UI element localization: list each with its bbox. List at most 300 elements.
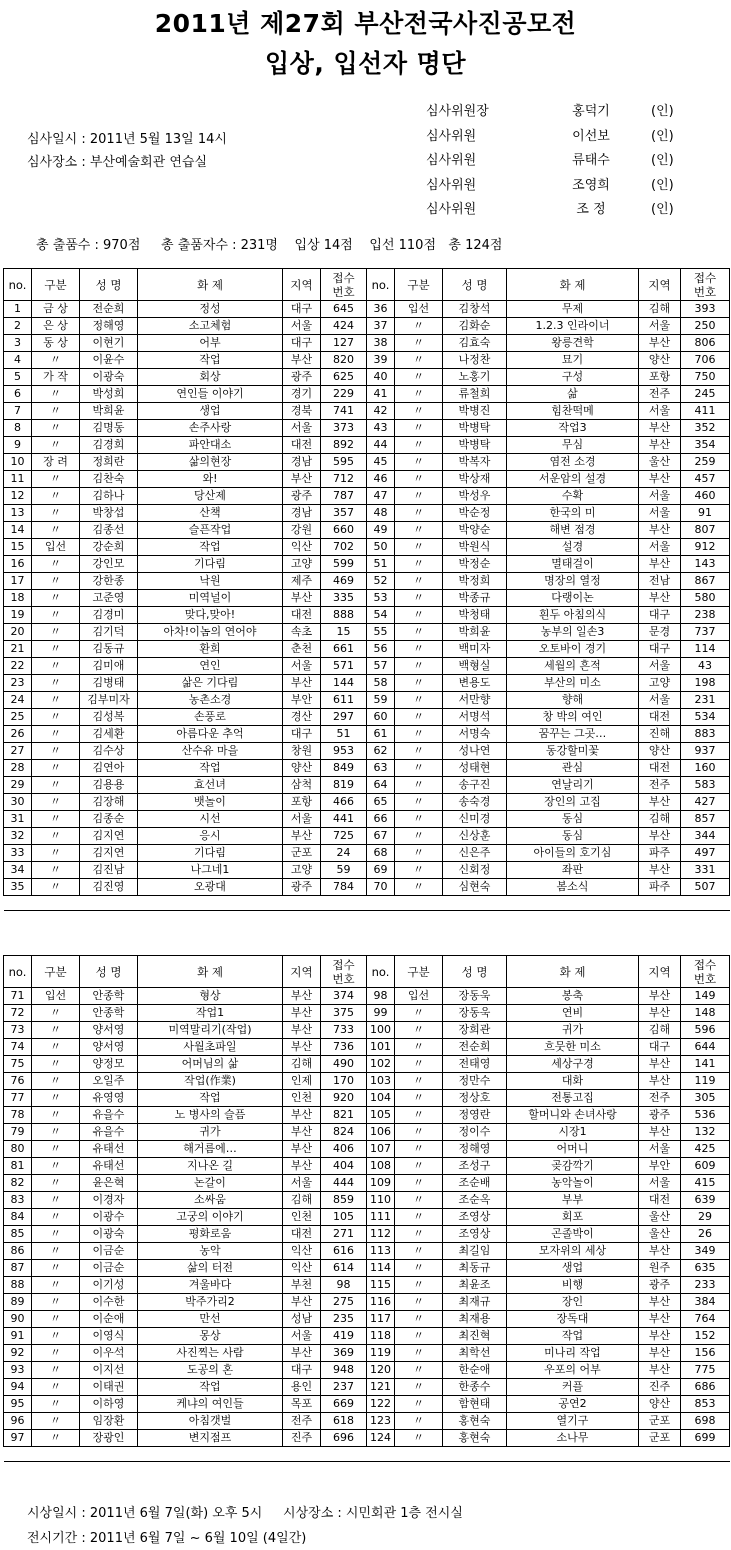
entry-category: 〃 [395,1430,443,1447]
entry-category: 〃 [395,607,443,624]
header-registration-number [321,269,367,301]
spacer-cell [321,896,367,911]
entrant-name: 백미자 [443,641,507,658]
entrant-region: 울산 [639,1209,681,1226]
entry-category: 〃 [32,437,80,454]
entry-category: 〃 [395,675,443,692]
entry-category: 〃 [32,828,80,845]
entry-no: 58 [367,675,395,692]
entry-no: 62 [367,743,395,760]
entrant-name: 이영식 [80,1328,138,1345]
work-title: 삶 [507,386,639,403]
entry-category: 〃 [395,862,443,879]
entrant-name: 김진남 [80,862,138,879]
registration-number: 635 [681,1260,730,1277]
entry-no: 120 [367,1362,395,1379]
entrant-name: 서명숙 [443,726,507,743]
entry-category: 〃 [395,794,443,811]
header-reg-bottom: 번호 [693,971,717,986]
registration-number: 148 [681,1005,730,1022]
entry-category: 〃 [32,743,80,760]
entry-category: 〃 [395,1413,443,1430]
entrant-name: 홍현숙 [443,1430,507,1447]
entry-no: 93 [4,1362,32,1379]
table-row [4,556,730,573]
entry-no: 92 [4,1345,32,1362]
entry-no: 5 [4,369,32,386]
registration-number: 344 [681,828,730,845]
entry-category: 〃 [32,1277,80,1294]
entry-category: 〃 [32,1073,80,1090]
work-title: 노 병사의 슬픔 [138,1107,283,1124]
work-title: 무심 [507,437,639,454]
entrant-name: 장희관 [443,1022,507,1039]
entrant-region: 대구 [639,641,681,658]
entrant-region: 부산 [639,1294,681,1311]
table-header-row [4,956,730,988]
entrant-region: 경북 [283,403,321,420]
spacer-cell [681,896,730,911]
work-title: 우포의 어부 [507,1362,639,1379]
work-title: 겨울바다 [138,1277,283,1294]
entry-category: 〃 [32,1243,80,1260]
table-row [4,624,730,641]
entrant-region: 양산 [639,743,681,760]
registration-number: 441 [321,811,367,828]
registration-number: 616 [321,1243,367,1260]
entry-category: 〃 [395,1396,443,1413]
table-row [4,1022,730,1039]
entrant-name: 김화순 [443,318,507,335]
entrant-region: 부산 [283,352,321,369]
entrant-region: 부산 [639,988,681,1005]
entry-no: 69 [367,862,395,879]
entry-no: 84 [4,1209,32,1226]
entrant-name: 김병태 [80,675,138,692]
entrant-name: 김효숙 [443,335,507,352]
page-title: 2011년 제27회 부산전국사진공모전 [154,9,577,38]
table-row [4,862,730,879]
spacer-cell [681,1447,730,1462]
entrant-region: 김해 [283,1056,321,1073]
header-reg-top: 접수 [332,957,355,972]
entrant-name: 김경미 [80,607,138,624]
entrant-name: 양정모 [80,1056,138,1073]
entrant-region: 광주 [639,1107,681,1124]
entrant-region: 속초 [283,624,321,641]
header-registration-number [681,956,730,988]
registration-number: 625 [321,369,367,386]
entrant-name: 이금순 [80,1260,138,1277]
entrant-region: 서울 [283,1328,321,1345]
table-row [4,794,730,811]
entry-no: 13 [4,505,32,522]
header-region: 지역 [639,956,681,988]
entrant-region: 군포 [639,1430,681,1447]
header-title: 화 제 [507,269,639,301]
entrant-region: 용인 [283,1379,321,1396]
entrant-name: 신미경 [443,811,507,828]
entry-category: 〃 [395,488,443,505]
registration-number: 609 [681,1158,730,1175]
registration-number: 912 [681,539,730,556]
entry-category: 〃 [32,420,80,437]
entrant-region: 서울 [639,1175,681,1192]
entry-category: 〃 [32,522,80,539]
header-reg-top: 접수 [332,270,355,285]
entry-no: 17 [4,573,32,590]
entry-no: 68 [367,845,395,862]
review-place: 심사장소 : 부산예술회관 연습실 [27,155,208,170]
entrant-name: 김경희 [80,437,138,454]
registration-number: 614 [321,1260,367,1277]
registration-number: 583 [681,777,730,794]
entrant-region: 춘천 [283,641,321,658]
entrant-region: 군포 [283,845,321,862]
entrant-name: 김지연 [80,845,138,862]
registration-number: 331 [681,862,730,879]
work-title: 동심 [507,811,639,828]
judge-seal: (인) [651,104,674,119]
entrant-region: 전주 [639,386,681,403]
entrant-name: 신상훈 [443,828,507,845]
entrant-name: 신회정 [443,862,507,879]
table-row [4,1141,730,1158]
registration-number: 415 [681,1175,730,1192]
entry-no: 67 [367,828,395,845]
registration-number: 824 [321,1124,367,1141]
work-title: 기다림 [138,845,283,862]
judge-name: 조 정 [576,202,606,218]
entry-no: 24 [4,692,32,709]
entry-category: 〃 [395,658,443,675]
registration-number: 305 [681,1090,730,1107]
work-title: 관심 [507,760,639,777]
entrant-region: 울산 [639,1226,681,1243]
work-title: 곤졸박이 [507,1226,639,1243]
entrant-name: 정영란 [443,1107,507,1124]
entry-no: 9 [4,437,32,454]
work-title: 세월의 흔적 [507,658,639,675]
entrant-region: 양산 [283,760,321,777]
registration-number: 466 [321,794,367,811]
entrant-name: 이광수 [80,1209,138,1226]
judge-seal: (인) [651,153,674,169]
work-title: 해변 점경 [507,522,639,539]
header-registration-number [321,956,367,988]
work-title: 오토바이 경기 [507,641,639,658]
entrant-region: 부산 [283,1005,321,1022]
header-name: 성 명 [80,956,138,988]
entrant-name: 서만향 [443,692,507,709]
registration-number: 51 [321,726,367,743]
judge-role: 심사위원 [426,153,477,169]
registration-number: 425 [681,1141,730,1158]
header-region: 지역 [283,956,321,988]
registration-number: 152 [681,1328,730,1345]
entrant-region: 파주 [639,879,681,896]
entry-no: 7 [4,403,32,420]
work-title: 농촌소경 [138,692,283,709]
registration-number: 384 [681,1294,730,1311]
work-title: 작업 [138,1090,283,1107]
entry-no: 105 [367,1107,395,1124]
table-row [4,709,730,726]
entrant-name: 서명석 [443,709,507,726]
entry-category: 가 작 [32,369,80,386]
entry-no: 118 [367,1328,395,1345]
entry-category: 〃 [395,556,443,573]
registration-number: 352 [681,420,730,437]
header-category: 구분 [32,269,80,301]
entrant-region: 경남 [283,505,321,522]
spacer-cell [138,1447,283,1462]
entry-category: 〃 [395,318,443,335]
entry-no: 28 [4,760,32,777]
table-row [4,420,730,437]
registration-number: 660 [321,522,367,539]
work-title: 장인 [507,1294,639,1311]
work-title: 모자위의 세상 [507,1243,639,1260]
entrant-region: 대전 [283,437,321,454]
entry-category: 〃 [395,1362,443,1379]
entrant-name: 유태선 [80,1158,138,1175]
work-title: 할머니와 손녀사랑 [507,1107,639,1124]
entry-category: 〃 [395,471,443,488]
entry-no: 114 [367,1260,395,1277]
registration-number: 948 [321,1362,367,1379]
work-title: 대화 [507,1073,639,1090]
header-reg-top: 접수 [693,270,717,285]
work-title: 작업 [138,352,283,369]
work-title: 흐뭇한 미소 [507,1039,639,1056]
entry-category: 〃 [395,590,443,607]
entry-no: 26 [4,726,32,743]
work-title: 미역말리기(작업) [138,1022,283,1039]
entrant-region: 부산 [639,1328,681,1345]
table-row [4,1124,730,1141]
entry-category: 〃 [32,709,80,726]
work-title: 논갈이 [138,1175,283,1192]
work-title: 커플 [507,1379,639,1396]
entry-no: 66 [367,811,395,828]
entry-no: 22 [4,658,32,675]
work-title: 좌판 [507,862,639,879]
entrant-region: 부산 [639,437,681,454]
entrant-region: 서울 [639,539,681,556]
header-title: 화 제 [138,956,283,988]
work-title: 농악 [138,1243,283,1260]
table-row [4,607,730,624]
entrant-region: 부산 [283,1158,321,1175]
entrant-region: 서울 [283,811,321,828]
registration-number: 698 [681,1413,730,1430]
entrant-name: 최윤조 [443,1277,507,1294]
registration-number: 373 [321,420,367,437]
entrant-region: 경산 [283,709,321,726]
entry-no: 29 [4,777,32,794]
entrant-name: 조순배 [443,1175,507,1192]
spacer-cell [138,896,283,911]
entrant-name: 박희윤 [80,403,138,420]
registration-number: 497 [681,845,730,862]
entry-category: 〃 [395,760,443,777]
entrant-region: 양산 [639,352,681,369]
entrant-name: 유을수 [80,1124,138,1141]
work-title: 공연2 [507,1396,639,1413]
work-title: 소고체험 [138,318,283,335]
entry-category: 〃 [32,1141,80,1158]
entry-category: 〃 [32,1209,80,1226]
registration-number: 937 [681,743,730,760]
table-row [4,1277,730,1294]
entry-no: 78 [4,1107,32,1124]
entrant-region: 부산 [639,862,681,879]
winners-table-2 [3,955,730,1462]
table-row [4,369,730,386]
entrant-region: 포항 [283,794,321,811]
header-reg-top: 접수 [693,957,717,972]
entrant-region: 부산 [283,1022,321,1039]
entry-no: 40 [367,369,395,386]
judge-role: 심사위원 [426,128,477,144]
entry-no: 54 [367,607,395,624]
work-title: 장인의 고집 [507,794,639,811]
entry-category: 〃 [32,607,80,624]
registration-number: 599 [321,556,367,573]
entrant-name: 박성우 [443,488,507,505]
entry-no: 108 [367,1158,395,1175]
registration-number: 536 [681,1107,730,1124]
registration-number: 661 [321,641,367,658]
registration-number: 706 [681,352,730,369]
entrant-region: 서울 [639,658,681,675]
entry-category: 〃 [395,641,443,658]
registration-number: 737 [681,624,730,641]
entry-no: 104 [367,1090,395,1107]
registration-number: 853 [681,1396,730,1413]
registration-number: 297 [321,709,367,726]
entry-no: 102 [367,1056,395,1073]
entry-no: 71 [4,988,32,1005]
entry-no: 16 [4,556,32,573]
entry-no: 70 [367,879,395,896]
table-row [4,352,730,369]
registration-number: 883 [681,726,730,743]
review-date: 심사일시 : 2011년 5월 13일 14시 [27,132,227,147]
work-title: 변지점프 [138,1430,283,1447]
work-title: 낙원 [138,573,283,590]
registration-number: 507 [681,879,730,896]
registration-number: 393 [681,301,730,318]
entrant-region: 대구 [283,335,321,352]
entrant-name: 김수상 [80,743,138,760]
entrant-name: 김기덕 [80,624,138,641]
registration-number: 699 [681,1430,730,1447]
entry-category: 〃 [395,1192,443,1209]
entry-category: 〃 [395,539,443,556]
registration-number: 618 [321,1413,367,1430]
entrant-name: 정해영 [80,318,138,335]
entry-no: 65 [367,794,395,811]
entry-no: 122 [367,1396,395,1413]
work-title: 연비 [507,1005,639,1022]
registration-number: 335 [321,590,367,607]
entrant-name: 박창섭 [80,505,138,522]
entry-category: 〃 [32,726,80,743]
work-title: 작업 [507,1328,639,1345]
entry-category: 〃 [395,1209,443,1226]
registration-number: 736 [321,1039,367,1056]
registration-number: 149 [681,988,730,1005]
entry-category: 〃 [32,1175,80,1192]
registration-number: 857 [681,811,730,828]
work-title: 슬픈작업 [138,522,283,539]
entry-category: 〃 [32,692,80,709]
entrant-name: 이우석 [80,1345,138,1362]
work-title: 수확 [507,488,639,505]
work-title: 연인들 이야기 [138,386,283,403]
registration-number: 953 [321,743,367,760]
registration-number: 750 [681,369,730,386]
judge-name: 류태수 [572,153,610,169]
entry-no: 101 [367,1039,395,1056]
work-title: 오광대 [138,879,283,896]
work-title: 부산의 미소 [507,675,639,692]
work-title: 동강할미꽃 [507,743,639,760]
registration-number: 787 [321,488,367,505]
work-title: 도공의 혼 [138,1362,283,1379]
entry-category: 〃 [395,369,443,386]
entrant-name: 김미애 [80,658,138,675]
entrant-region: 서울 [639,403,681,420]
entry-no: 111 [367,1209,395,1226]
entrant-name: 윤은혁 [80,1175,138,1192]
spacer-cell [443,896,507,911]
entrant-name: 이금순 [80,1243,138,1260]
entrant-name: 심현숙 [443,879,507,896]
entry-category: 〃 [395,1090,443,1107]
entry-no: 116 [367,1294,395,1311]
entrant-region: 서울 [639,488,681,505]
entrant-region: 익산 [283,1260,321,1277]
table-row [4,1396,730,1413]
entry-category: 〃 [32,675,80,692]
registration-number: 250 [681,318,730,335]
work-title: 명장의 열정 [507,573,639,590]
spacer-cell [443,1447,507,1462]
entrant-region: 양산 [639,1396,681,1413]
entry-category: 장 려 [32,454,80,471]
work-title: 삶은 기다림 [138,675,283,692]
entrant-name: 홍현숙 [443,1413,507,1430]
entrant-name: 최학선 [443,1345,507,1362]
registration-number: 712 [321,471,367,488]
entry-category: 〃 [32,760,80,777]
entry-category: 〃 [32,352,80,369]
entrant-region: 삼척 [283,777,321,794]
entry-no: 41 [367,386,395,403]
entrant-name: 강인모 [80,556,138,573]
entry-category: 〃 [395,1260,443,1277]
registration-number: 741 [321,403,367,420]
entry-no: 91 [4,1328,32,1345]
entry-category: 입선 [32,988,80,1005]
work-title: 향해 [507,692,639,709]
entrant-name: 성나연 [443,743,507,760]
entrant-name: 김성복 [80,709,138,726]
entrant-region: 김해 [639,301,681,318]
